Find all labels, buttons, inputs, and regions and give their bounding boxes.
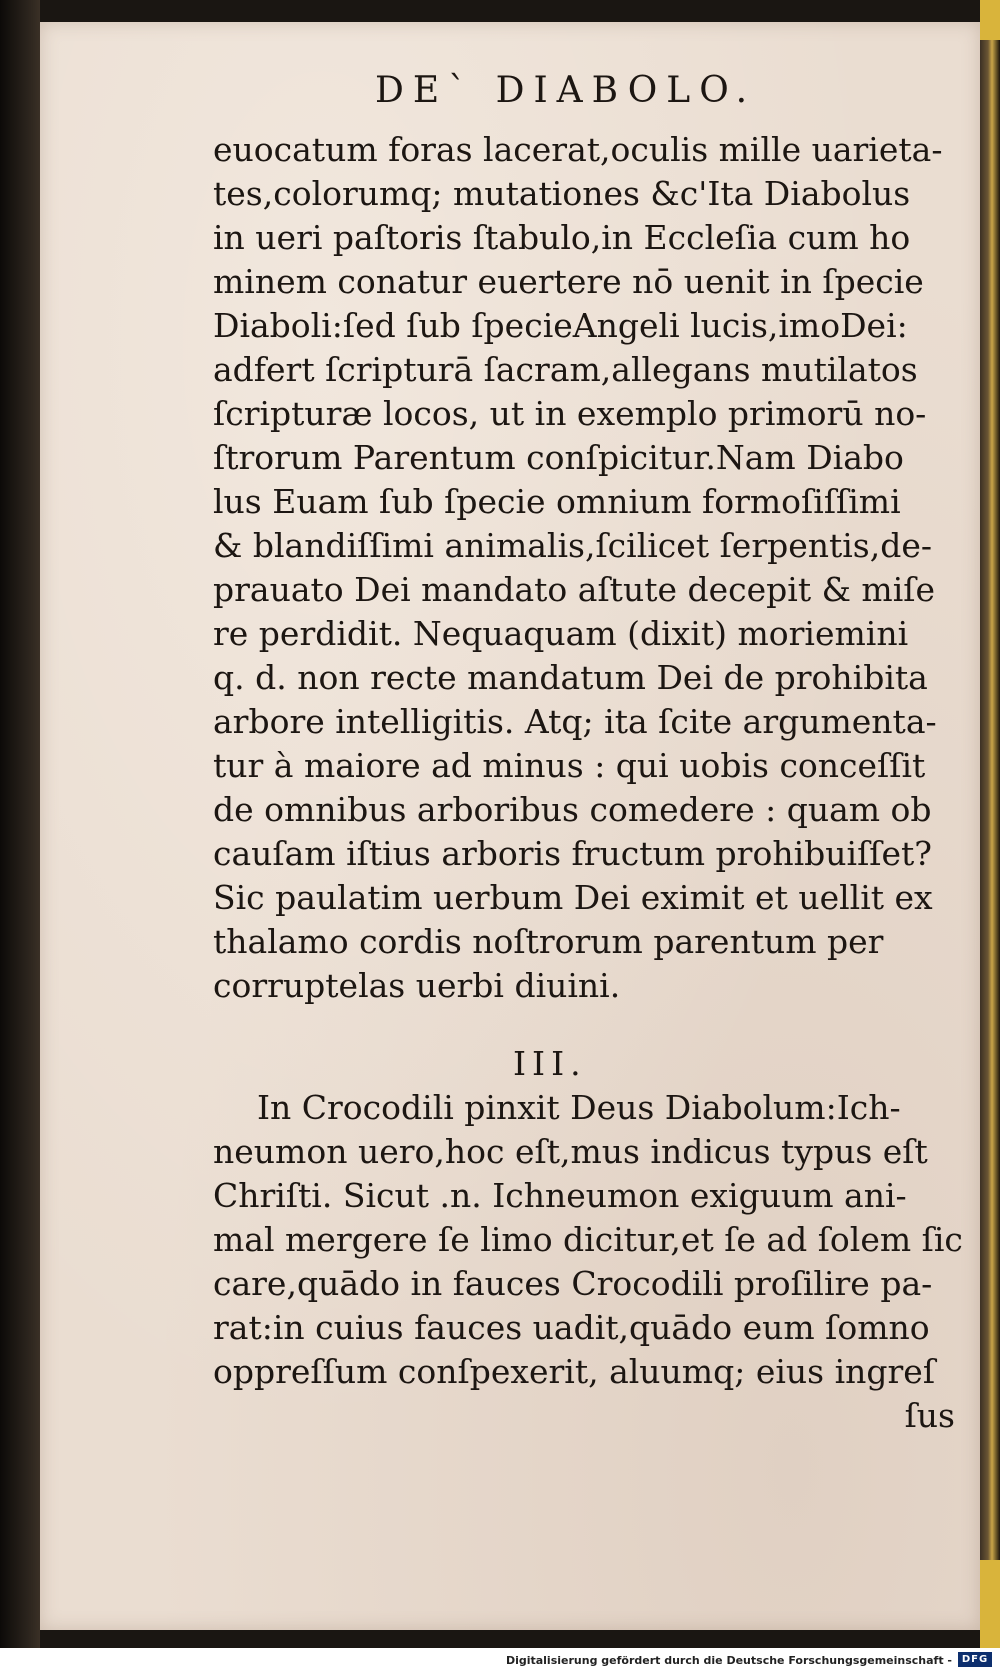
text-line: Sic paulatim uerbum Dei eximit et uellit ex: [213, 878, 933, 917]
text-line: re perdidit. Nequaquam (dixit) moriemini: [213, 614, 909, 653]
text-line: adfert ſcripturā ſacram,allegans mutilatos: [213, 350, 918, 389]
running-head: DE` DIABOLO.: [375, 70, 757, 111]
text-line: thalamo cordis noſtrorum parentum per: [213, 922, 884, 961]
catchword: ſus: [904, 1396, 955, 1435]
fore-edge-band-bottom: [980, 1560, 1000, 1648]
paragraph-2: [213, 1086, 963, 1438]
section-number: III.: [513, 1044, 587, 1083]
digitization-footer: [0, 1648, 1000, 1674]
text-line: Chriſti. Sicut .n. Ichneumon exiguum ani-: [213, 1176, 907, 1215]
text-line: corruptelas uerbi diuini.: [213, 966, 621, 1005]
footer-credit: Digitalisierung gefördert durch die Deutsche Forschungsgemeinschaft -: [505, 1654, 952, 1667]
text-line: In Crocodili pinxit Deus Diabolum:Ich-: [257, 1088, 901, 1127]
text-line: ſcripturæ locos, ut in exemplo primorū no-: [213, 394, 927, 433]
text-line: oppreſſum conſpexerit, aluumq; eius ingreſ: [213, 1352, 936, 1391]
text-line: & blandiſſimi animalis,ſcilicet ſerpentis,de-: [213, 526, 933, 565]
text-line: tur à maiore ad minus : qui uobis conceſſit: [213, 746, 926, 785]
text-line: cauſam iſtius arboris fructum prohibuiſſet?: [213, 834, 932, 873]
text-line: care,quādo in fauces Crocodili proſilire pa-: [213, 1264, 933, 1303]
text-line: ſtrorum Parentum conſpicitur.Nam Diabo: [213, 438, 904, 477]
text-line: rat:in cuius fauces uadit,quādo eum ſomno: [213, 1308, 930, 1347]
text-line: neumon uero,hoc eſt,mus indicus typus eſt: [213, 1132, 928, 1171]
text-line: q. d. non recte mandatum Dei de prohibita: [213, 658, 928, 697]
text-line: Diaboli:ſed ſub ſpecieAngeli lucis,imoDei:: [213, 306, 908, 345]
book-fore-edge: [980, 0, 1000, 1648]
text-line: prauato Dei mandato aſtute decepit & miſe: [213, 570, 936, 609]
dfg-logo: DFG: [958, 1652, 992, 1667]
text-line: arbore intelligitis. Atq; ita ſcite argumenta-: [213, 702, 937, 741]
fore-edge-band-top: [980, 0, 1000, 40]
text-line: euocatum foras lacerat,oculis mille uarieta-: [213, 130, 943, 169]
paragraph-1: [213, 128, 963, 1008]
book-binding-edge: [0, 0, 40, 1648]
text-line: in ueri paſtoris ſtabulo,in Eccleſia cum ho: [213, 218, 911, 257]
text-line: de omnibus arboribus comedere : quam ob: [213, 790, 932, 829]
text-line: lus Euam ſub ſpecie omnium formoſiſſimi: [213, 482, 901, 521]
text-line: tes,colorumq; mutationes &c'Ita Diabolus: [213, 174, 911, 213]
text-line: minem conatur euertere nō uenit in ſpecie: [213, 262, 924, 301]
text-line: mal mergere ſe limo dicitur,et ſe ad ſolem ſic: [213, 1220, 963, 1259]
